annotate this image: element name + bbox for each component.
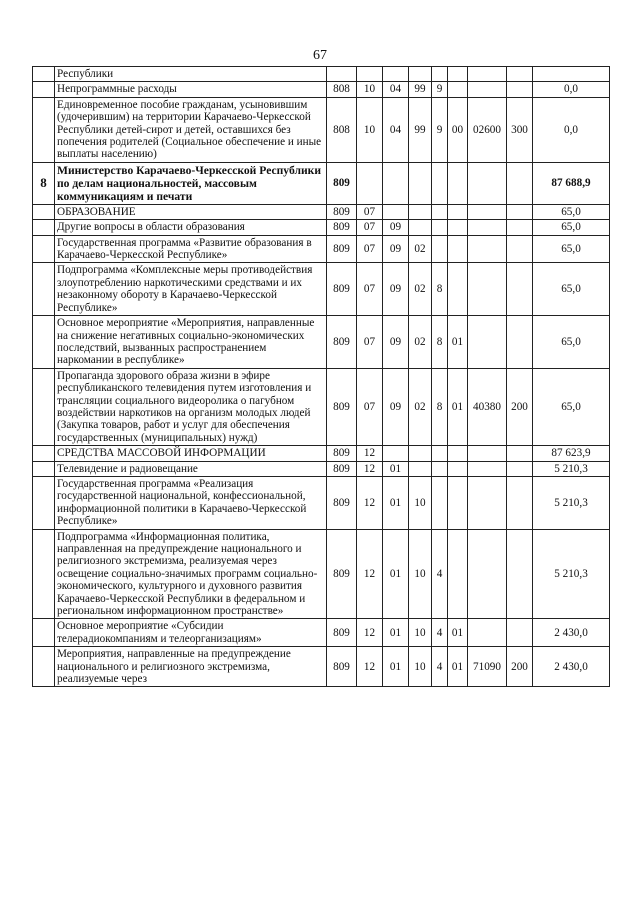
- program-code-cell: 10: [409, 476, 432, 529]
- program-code-cell: [409, 162, 432, 204]
- section-code-cell: 07: [357, 263, 383, 316]
- expense-type-cell: [507, 204, 533, 219]
- direction-code-cell: [468, 446, 507, 461]
- ved-code-cell: 809: [327, 316, 357, 369]
- row-name-cell: Другие вопросы в области образования: [55, 220, 327, 235]
- expense-type-cell: 200: [507, 647, 533, 687]
- subsection-code-cell: 04: [383, 82, 409, 97]
- row-number-cell: [33, 368, 55, 445]
- subsection-code-cell: 04: [383, 97, 409, 162]
- row-name-cell: Государственная программа «Реализация государственной национальной, конфессиональной, информационной политики в Карачаево-Черкесской Республике»: [55, 476, 327, 529]
- amount-cell: 65,0: [533, 368, 610, 445]
- ved-code-cell: 809: [327, 235, 357, 263]
- section-code-cell: 07: [357, 235, 383, 263]
- subprogram-code-cell: [432, 476, 448, 529]
- direction-code-cell: [468, 220, 507, 235]
- row-number-cell: [33, 461, 55, 476]
- event-code-cell: [448, 263, 468, 316]
- expense-type-cell: 300: [507, 97, 533, 162]
- event-code-cell: [448, 461, 468, 476]
- amount-cell: 87 688,9: [533, 162, 610, 204]
- program-code-cell: [409, 67, 432, 82]
- section-code-cell: 12: [357, 446, 383, 461]
- subprogram-code-cell: 4: [432, 647, 448, 687]
- amount-cell: 65,0: [533, 316, 610, 369]
- program-code-cell: 99: [409, 82, 432, 97]
- row-number-cell: [33, 67, 55, 82]
- row-number-cell: [33, 619, 55, 647]
- row-number-cell: [33, 446, 55, 461]
- section-code-cell: [357, 67, 383, 82]
- table-row: [33, 82, 610, 97]
- table-row: [33, 263, 610, 316]
- amount-cell: 65,0: [533, 235, 610, 263]
- ved-code-cell: 809: [327, 204, 357, 219]
- program-code-cell: 10: [409, 619, 432, 647]
- table-row: [33, 67, 610, 82]
- subprogram-code-cell: 4: [432, 529, 448, 619]
- amount-cell: 65,0: [533, 204, 610, 219]
- program-code-cell: 02: [409, 368, 432, 445]
- table-row: [33, 368, 610, 445]
- table-row: [33, 647, 610, 687]
- subsection-code-cell: 01: [383, 476, 409, 529]
- budget-table: [32, 66, 610, 687]
- section-code-cell: 12: [357, 647, 383, 687]
- subprogram-code-cell: [432, 461, 448, 476]
- event-code-cell: 01: [448, 368, 468, 445]
- subprogram-code-cell: 9: [432, 82, 448, 97]
- ved-code-cell: 809: [327, 220, 357, 235]
- expense-type-cell: [507, 220, 533, 235]
- event-code-cell: [448, 476, 468, 529]
- row-number-cell: [33, 263, 55, 316]
- subsection-code-cell: 09: [383, 368, 409, 445]
- row-name-cell: Основное мероприятие «Субсидии телерадиокомпаниям и телеорганизациям»: [55, 619, 327, 647]
- row-number-cell: [33, 204, 55, 219]
- program-code-cell: [409, 204, 432, 219]
- expense-type-cell: [507, 162, 533, 204]
- expense-type-cell: [507, 316, 533, 369]
- ved-code-cell: 809: [327, 446, 357, 461]
- row-number-cell: [33, 316, 55, 369]
- subsection-code-cell: 09: [383, 263, 409, 316]
- direction-code-cell: [468, 204, 507, 219]
- subsection-code-cell: 01: [383, 461, 409, 476]
- direction-code-cell: [468, 263, 507, 316]
- subsection-code-cell: [383, 446, 409, 461]
- ved-code-cell: 809: [327, 368, 357, 445]
- table-row: [33, 97, 610, 162]
- row-name-cell: Подпрограмма «Комплексные меры противодействия злоупотреблению наркотическими средствами и их незаконному обороту в Карачаево-Черкесской Республике»: [55, 263, 327, 316]
- program-code-cell: 99: [409, 97, 432, 162]
- subsection-code-cell: 01: [383, 619, 409, 647]
- section-code-cell: 12: [357, 476, 383, 529]
- ved-code-cell: 809: [327, 619, 357, 647]
- section-code-cell: 10: [357, 82, 383, 97]
- program-code-cell: [409, 220, 432, 235]
- ved-code-cell: 809: [327, 263, 357, 316]
- section-code-cell: [357, 162, 383, 204]
- direction-code-cell: [468, 67, 507, 82]
- table-row: [33, 204, 610, 219]
- row-number-cell: [33, 529, 55, 619]
- amount-cell: 5 210,3: [533, 476, 610, 529]
- row-name-cell: Государственная программа «Развитие образования в Карачаево-Черкесской Республике»: [55, 235, 327, 263]
- row-name-cell: Пропаганда здорового образа жизни в эфире республиканского телевидения путем изготовления и трансляции социального видеоролика о пагубном воздействии наркотиков на организм молодых людей (Закупка товаров, работ и услуг для обеспечения государственных (муниципальных) нужд): [55, 368, 327, 445]
- subprogram-code-cell: 8: [432, 316, 448, 369]
- subsection-code-cell: 09: [383, 220, 409, 235]
- table-row: [33, 446, 610, 461]
- direction-code-cell: 71090: [468, 647, 507, 687]
- direction-code-cell: [468, 235, 507, 263]
- ved-code-cell: 808: [327, 97, 357, 162]
- ved-code-cell: 809: [327, 647, 357, 687]
- amount-cell: 0,0: [533, 82, 610, 97]
- ved-code-cell: 809: [327, 529, 357, 619]
- event-code-cell: [448, 446, 468, 461]
- event-code-cell: [448, 235, 468, 263]
- subsection-code-cell: [383, 204, 409, 219]
- row-number-cell: [33, 476, 55, 529]
- section-code-cell: 07: [357, 316, 383, 369]
- event-code-cell: [448, 162, 468, 204]
- section-code-cell: 12: [357, 529, 383, 619]
- subsection-code-cell: 09: [383, 316, 409, 369]
- subprogram-code-cell: 9: [432, 97, 448, 162]
- ved-code-cell: 809: [327, 476, 357, 529]
- ved-code-cell: 809: [327, 162, 357, 204]
- amount-cell: 2 430,0: [533, 619, 610, 647]
- event-code-cell: [448, 82, 468, 97]
- page-number: 67: [313, 48, 327, 63]
- event-code-cell: [448, 529, 468, 619]
- ved-code-cell: 808: [327, 82, 357, 97]
- amount-cell: 5 210,3: [533, 461, 610, 476]
- event-code-cell: 01: [448, 619, 468, 647]
- row-number-cell: [33, 220, 55, 235]
- direction-code-cell: [468, 476, 507, 529]
- table-row: [33, 529, 610, 619]
- row-name-cell: Подпрограмма «Информационная политика, направленная на предупреждение национального и религиозного экстремизма, реализуемая через освещение социально-значимых программ социально-экономического, культурного и духовного развития Карачаево-Черкесской Республики в федеральном и региональном информационном пространстве»: [55, 529, 327, 619]
- table-row: [33, 461, 610, 476]
- expense-type-cell: [507, 82, 533, 97]
- amount-cell: 65,0: [533, 263, 610, 316]
- program-code-cell: 02: [409, 316, 432, 369]
- section-code-cell: 12: [357, 461, 383, 476]
- table-row: [33, 476, 610, 529]
- row-name-cell: Мероприятия, направленные на предупреждение национального и религиозного экстремизма, реализуемые через: [55, 647, 327, 687]
- row-name-cell: Основное мероприятие «Мероприятия, направленные на снижение негативных социально-экономических последствий, вызванных распространением наркомании в республике»: [55, 316, 327, 369]
- event-code-cell: [448, 220, 468, 235]
- row-name-cell: Телевидение и радиовещание: [55, 461, 327, 476]
- subprogram-code-cell: [432, 67, 448, 82]
- direction-code-cell: [468, 82, 507, 97]
- subsection-code-cell: 09: [383, 235, 409, 263]
- section-code-cell: 07: [357, 220, 383, 235]
- expense-type-cell: [507, 476, 533, 529]
- direction-code-cell: [468, 461, 507, 476]
- program-code-cell: 02: [409, 263, 432, 316]
- row-name-cell: ОБРАЗОВАНИЕ: [55, 204, 327, 219]
- direction-code-cell: [468, 619, 507, 647]
- event-code-cell: 00: [448, 97, 468, 162]
- program-code-cell: [409, 446, 432, 461]
- expense-type-cell: [507, 235, 533, 263]
- section-code-cell: 12: [357, 619, 383, 647]
- subprogram-code-cell: 8: [432, 263, 448, 316]
- expense-type-cell: [507, 529, 533, 619]
- expense-type-cell: [507, 446, 533, 461]
- subprogram-code-cell: 8: [432, 368, 448, 445]
- expense-type-cell: 200: [507, 368, 533, 445]
- amount-cell: 2 430,0: [533, 647, 610, 687]
- subprogram-code-cell: [432, 220, 448, 235]
- program-code-cell: [409, 461, 432, 476]
- expense-type-cell: [507, 461, 533, 476]
- direction-code-cell: [468, 162, 507, 204]
- event-code-cell: 01: [448, 647, 468, 687]
- section-code-cell: 07: [357, 368, 383, 445]
- direction-code-cell: 40380: [468, 368, 507, 445]
- ved-code-cell: [327, 67, 357, 82]
- row-name-cell: Непрограммные расходы: [55, 82, 327, 97]
- subprogram-code-cell: [432, 204, 448, 219]
- amount-cell: 65,0: [533, 220, 610, 235]
- subprogram-code-cell: 4: [432, 619, 448, 647]
- row-name-cell: СРЕДСТВА МАССОВОЙ ИНФОРМАЦИИ: [55, 446, 327, 461]
- table-row: [33, 220, 610, 235]
- row-number-cell: [33, 647, 55, 687]
- amount-cell: 5 210,3: [533, 529, 610, 619]
- row-name-cell: Министерство Карачаево-Черкесской Республики по делам национальностей, массовым коммуникациям и печати: [55, 162, 327, 204]
- subsection-code-cell: 01: [383, 529, 409, 619]
- direction-code-cell: 02600: [468, 97, 507, 162]
- event-code-cell: [448, 204, 468, 219]
- row-number-cell: [33, 97, 55, 162]
- subprogram-code-cell: [432, 446, 448, 461]
- table-row: [33, 316, 610, 369]
- row-number-cell: [33, 235, 55, 263]
- amount-cell: 0,0: [533, 97, 610, 162]
- table-row: [33, 619, 610, 647]
- row-number-cell: 8: [33, 162, 55, 204]
- program-code-cell: 10: [409, 529, 432, 619]
- ved-code-cell: 809: [327, 461, 357, 476]
- amount-cell: 87 623,9: [533, 446, 610, 461]
- section-code-cell: 07: [357, 204, 383, 219]
- subprogram-code-cell: [432, 162, 448, 204]
- subsection-code-cell: [383, 162, 409, 204]
- row-number-cell: [33, 82, 55, 97]
- expense-type-cell: [507, 619, 533, 647]
- subprogram-code-cell: [432, 235, 448, 263]
- direction-code-cell: [468, 529, 507, 619]
- section-code-cell: 10: [357, 97, 383, 162]
- event-code-cell: 01: [448, 316, 468, 369]
- program-code-cell: 10: [409, 647, 432, 687]
- amount-cell: [533, 67, 610, 82]
- row-name-cell: Республики: [55, 67, 327, 82]
- row-name-cell: Единовременное пособие гражданам, усыновившим (удочерившим) на территории Карачаево-Черкесской Республики детей-сирот и детей, оставшихся без попечения родителей (Социальное обеспечение и иные выплаты населению): [55, 97, 327, 162]
- table-row: [33, 235, 610, 263]
- direction-code-cell: [468, 316, 507, 369]
- subsection-code-cell: 01: [383, 647, 409, 687]
- program-code-cell: 02: [409, 235, 432, 263]
- expense-type-cell: [507, 263, 533, 316]
- event-code-cell: [448, 67, 468, 82]
- subsection-code-cell: [383, 67, 409, 82]
- expense-type-cell: [507, 67, 533, 82]
- table-row: [33, 162, 610, 204]
